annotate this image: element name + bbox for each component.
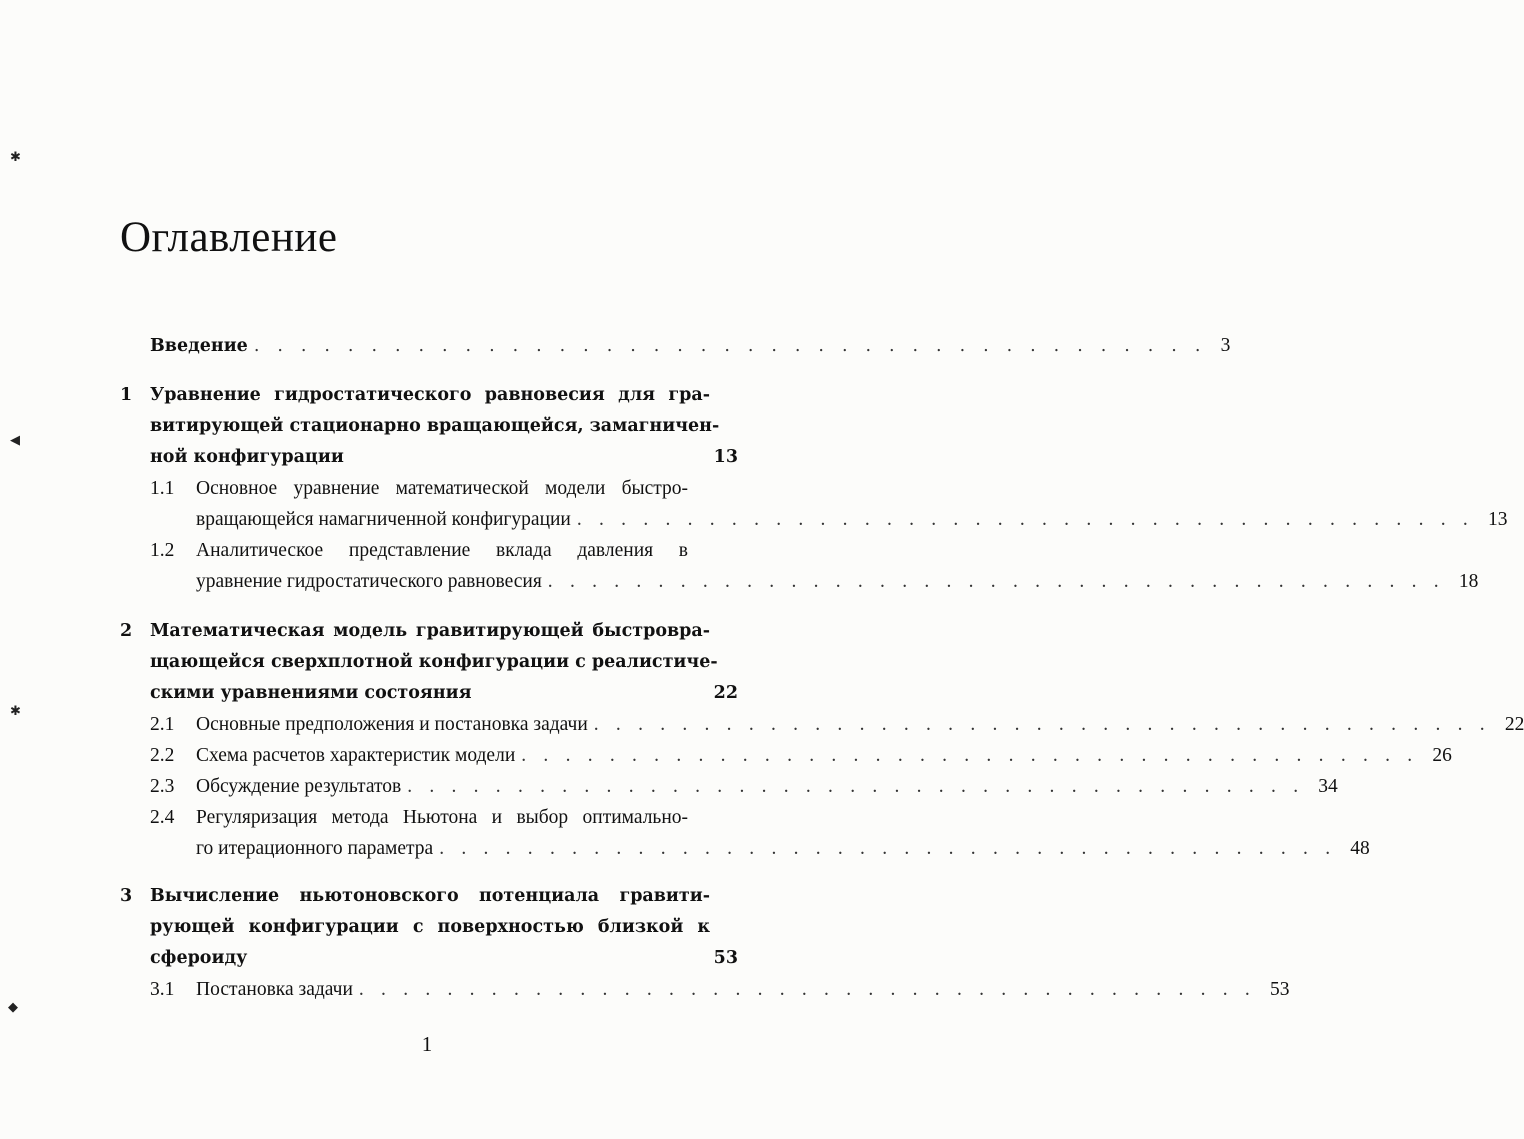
chapter-title-line[interactable]: рующей конфигурации с поверхностью близкой к xyxy=(150,917,710,937)
chapter-title-line[interactable]: щающейся сверхплотной конфигурации с реалистиче- xyxy=(150,652,718,672)
chapter-title-line[interactable]: Математическая модель гравитирующей быстровра- xyxy=(150,621,710,641)
chapter-number: 2 xyxy=(120,621,133,641)
section-number: 3.1 xyxy=(150,979,175,1000)
chapter-title-line[interactable]: Уравнение гидростатического равновесия для гра- xyxy=(150,385,710,405)
section-title-line[interactable]: Основные предположения и постановка задачи . . . . . . . . . . . . . . . . . . . . . . . . . . . . . . . . . . . . . . . . . 22 xyxy=(196,709,740,740)
dot-leader: . . . . . . . . . . . . . . . . . . . . . . . . . . . . . . . . . . . . . . . . . xyxy=(521,745,1419,766)
chapter-page: 53 xyxy=(713,948,738,968)
scan-mark-icon: ◀ xyxy=(10,433,20,448)
section-title-line[interactable]: Схема расчетов характеристик модели . . . . . . . . . . . . . . . . . . . . . . . . . . . . . . . . . . . . . . . . . 26 xyxy=(196,740,740,771)
section-page: 48 xyxy=(1350,838,1370,859)
chapter-title-line[interactable]: Вычисление ньютоновского потенциала гравити- xyxy=(150,886,710,906)
section-page: 18 xyxy=(1458,571,1479,592)
chapter-number: 3 xyxy=(120,886,133,906)
chapter-title-line[interactable]: сфероиду xyxy=(150,948,248,968)
section-title-line[interactable]: вращающейся намагниченной конфигурации . . . . . . . . . . . . . . . . . . . . . . . . . . . . . . . . . . . . . . . . . 13 xyxy=(196,504,740,535)
section-page: 53 xyxy=(1269,979,1290,1000)
section-number: 2.2 xyxy=(150,745,175,766)
dot-leader: . . . . . . . . . . . . . . . . . . . . . . . . . . . . . . . . . . . . . . . . . xyxy=(407,776,1305,797)
section-number: 2.1 xyxy=(150,714,175,735)
chapter-page: 13 xyxy=(713,447,738,467)
section-page: 13 xyxy=(1487,509,1508,530)
chapter-page: 22 xyxy=(713,683,738,703)
section-title-line[interactable]: го итерационного параметра . . . . . . . . . . . . . . . . . . . . . . . . . . . . . . . . . . . . . . . . . 48 xyxy=(196,833,740,864)
chapter-number: 1 xyxy=(120,385,133,405)
chapter-title-line[interactable]: скими уравнениями состояния xyxy=(150,683,472,703)
scan-mark-icon: ◆ xyxy=(8,1000,18,1015)
section-title-line[interactable]: Постановка задачи . . . . . . . . . . . . . . . . . . . . . . . . . . . . . . . . . . . . . . . . . 53 xyxy=(196,974,740,1005)
toc-entry-introduction[interactable] xyxy=(150,330,1231,361)
section-title-line[interactable]: уравнение гидростатического равновесия . . . . . . . . . . . . . . . . . . . . . . . . . . . . . . . . . . . . . . . . . 18 xyxy=(196,566,740,597)
dot-leader: . . . . . . . . . . . . . . . . . . . . . . . . . . . . . . . . . . . . . . . . . xyxy=(547,571,1445,592)
chapter-title-line[interactable]: витирующей стационарно вращающейся, замагничен- xyxy=(150,416,720,436)
section-page: 26 xyxy=(1432,745,1452,766)
dot-leader: . . . . . . . . . . . . . . . . . . . . . . . . . . . . . . . . . . . . . . . . . xyxy=(253,336,1207,356)
section-number: 1.2 xyxy=(150,540,175,561)
page-title: Оглавление xyxy=(120,214,338,261)
dot-leader: . . . . . . . . . . . . . . . . . . . . . . . . . . . . . . . . . . . . . . . . . xyxy=(576,509,1474,530)
scan-mark-icon: ✱ xyxy=(10,150,21,165)
chapter-title-line[interactable]: ной конфигурации xyxy=(150,447,344,467)
dot-leader: . . . . . . . . . . . . . . . . . . . . . . . . . . . . . . . . . . . . . . . . . xyxy=(593,714,1491,735)
section-title-line[interactable]: Регуляризация метода Ньютона и выбор оптимально- xyxy=(196,807,688,828)
toc-entry-label: Введение xyxy=(150,336,248,356)
page-number: 1 xyxy=(421,1032,433,1056)
dot-leader: . . . . . . . . . . . . . . . . . . . . . . . . . . . . . . . . . . . . . . . . . xyxy=(439,838,1337,859)
section-page: 34 xyxy=(1318,776,1338,797)
dot-leader: . . . . . . . . . . . . . . . . . . . . . . . . . . . . . . . . . . . . . . . . . xyxy=(358,979,1256,1000)
section-number: 2.3 xyxy=(150,776,175,797)
section-number: 1.1 xyxy=(150,478,175,499)
toc-entry-page: 3 xyxy=(1220,335,1231,356)
section-page: 22 xyxy=(1504,714,1524,735)
scan-mark-icon: ✱ xyxy=(10,704,21,719)
section-number: 2.4 xyxy=(150,807,175,828)
section-title-line[interactable]: Основное уравнение математической модели быстро- xyxy=(196,478,688,499)
section-title-line[interactable]: Аналитическое представление вклада давления в xyxy=(196,540,688,561)
section-title-line[interactable]: Обсуждение результатов . . . . . . . . . . . . . . . . . . . . . . . . . . . . . . . . . . . . . . . . . 34 xyxy=(196,771,740,802)
